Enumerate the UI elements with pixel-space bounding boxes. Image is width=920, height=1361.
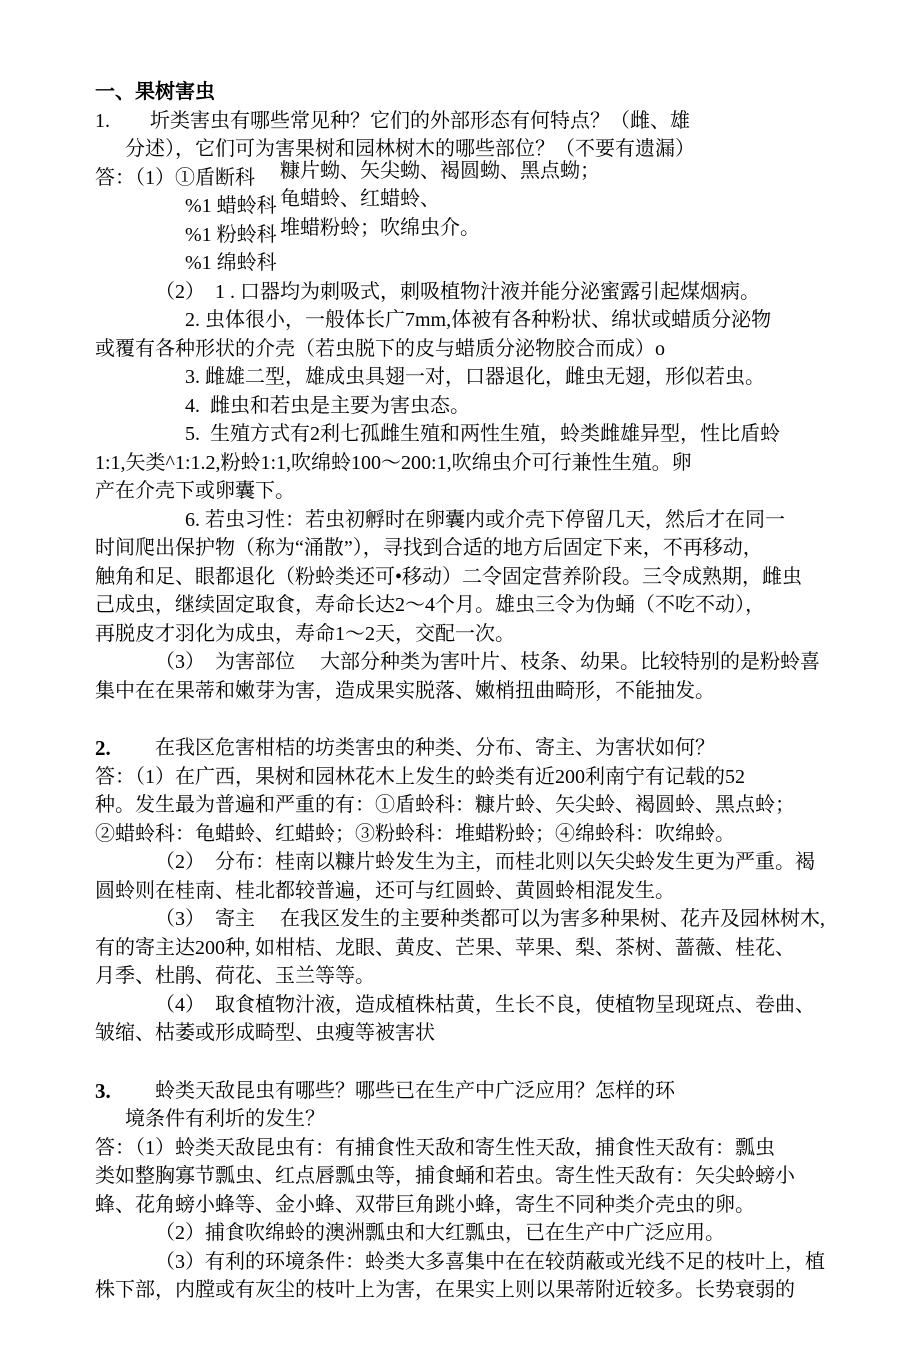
text-segment: 1.	[95, 109, 110, 132]
text-segment: 皱缩、枯萎或形成畸型、虫瘦等被害状	[95, 1022, 435, 1044]
text-line	[95, 962, 865, 991]
text-line	[95, 1162, 865, 1191]
text-segment: 5. 生殖方式有2利七孤雌生殖和两性生殖，蛉类雌雄异型，性比盾蛉	[185, 423, 780, 445]
text-segment: 圆蛉则在桂南、桂北都较普遍，还可与红圆蛉、黄圆蛉相混发生。	[95, 879, 675, 902]
text-line	[95, 877, 865, 906]
text-segment: 龟蜡蛉、红蜡蛉、	[280, 188, 440, 210]
text-segment: 蜂、花角螃小蜂等、金小蜂、双带巨角跳小蜂，寄生不同种类介壳虫的卵。	[95, 1193, 755, 1216]
text-line	[95, 563, 865, 592]
text-line	[95, 620, 865, 649]
text-line	[95, 648, 865, 677]
text-segment: 为害部位	[215, 651, 295, 673]
text-line	[95, 449, 865, 478]
text-segment: 取食植物汁液，造成植株枯黄，生长不良，使植物呈现斑点、卷曲、	[215, 993, 815, 1016]
text-segment: 再脱皮才羽化为成虫，寿命1〜2天，交配一次。	[95, 622, 515, 645]
text-line	[95, 306, 865, 335]
text-segment: 堆蜡粉蛉；吹绵虫介。	[280, 216, 480, 239]
text-line	[95, 763, 865, 792]
text-line	[95, 1191, 865, 1220]
text-line	[95, 734, 865, 763]
text-line	[95, 506, 865, 535]
text-segment: 大部分种类为害叶片、枝条、幼果。比较特别的是粉蛉喜	[320, 651, 820, 673]
text-line	[95, 1077, 865, 1106]
text-segment: 答：（1）①盾断科	[95, 166, 255, 189]
text-line	[95, 1134, 865, 1163]
text-line	[95, 477, 865, 506]
text-segment: %1 粉蛉科	[185, 223, 277, 246]
text-segment: 糠片蚴、矢尖蚴、褐圆蚴、黑点蚴；	[280, 159, 600, 182]
document-content	[95, 78, 865, 1305]
text-segment: （2）	[155, 851, 205, 873]
text-line	[95, 216, 865, 250]
text-segment: 分布：桂南以糠片蛉发生为主，而桂北则以矢尖蛉发生更为严重。褐	[215, 851, 815, 873]
text-line	[95, 363, 865, 392]
text-line	[95, 791, 865, 820]
text-segment: 触角和足、眼都退化（粉蛉类还可•移动）二令固定营养阶段。三令成熟期，雌虫	[95, 565, 803, 588]
text-segment: 3. 雌雄二型，雄成虫具翅一对，口器退化，雌虫无翅，形似若虫。	[185, 366, 765, 388]
text-line	[95, 905, 865, 934]
text-segment: 3.	[95, 1078, 111, 1103]
text-segment: 种。发生最为普遍和严重的有：①盾蛉科：糠片蛉、矢尖蛉、褐圆蛉、黑点蛉；	[95, 794, 795, 816]
text-line	[95, 107, 865, 136]
document-title: 一、果树害虫	[95, 81, 215, 103]
text-segment: 己成虫，继续固定取食，寿命长达2〜4个月。雄虫三令为伪蛹（不吃不动），	[95, 594, 765, 616]
text-segment: 寄主	[215, 908, 255, 930]
text-segment: （3）	[155, 651, 205, 673]
text-line	[95, 820, 865, 849]
text-segment: 答：（1）在广西，果树和园林花木上发生的蛉类有近200利南宁有记载的52	[95, 765, 745, 788]
text-segment: 有的寄主达200种, 如柑桔、龙眼、黄皮、芒果、苹果、梨、茶树、蔷薇、桂花、	[95, 936, 795, 959]
text-segment: %1 蜡蛉科	[185, 195, 277, 217]
text-segment: 1 . 口器均为刺吸式，刺吸植物汁液并能分泌蜜露引起煤烟病。	[215, 280, 760, 303]
text-segment: 境条件有利圻的发生？	[125, 1108, 325, 1130]
text-segment: （2）捕食吹绵蛉的澳洲瓢虫和大红瓢虫，已在生产中广泛应用。	[155, 1222, 725, 1244]
text-line	[95, 335, 865, 364]
text-segment: （3）有利的环境条件：蛉类大多喜集中在在较荫蔽或光线不足的枝叶上，植	[155, 1250, 825, 1273]
text-line	[95, 934, 865, 963]
text-segment: 在我区危害柑桔的坊类害虫的种类、分布、寄主、为害状如何？	[155, 737, 715, 759]
text-segment: 圻类害虫有哪些常见种？它们的外部形态有何特点？（雌、雄	[150, 109, 690, 132]
text-line	[95, 159, 865, 193]
text-line	[95, 278, 865, 307]
text-segment: 蛉类天敌昆虫有哪些？哪些已在生产中广泛应用？怎样的环	[155, 1079, 675, 1102]
text-segment: 2. 虫体很小，一般体长广7mm,体被有各种粉状、绵状或蜡质分泌物	[185, 309, 772, 331]
text-segment: 分述），它们可为害果树和园林树木的哪些部位？（不要有遗漏）	[125, 138, 695, 160]
text-line	[95, 188, 865, 221]
text-segment: 株下部，内膛或有灰尘的枝叶上为害，在果实上则以果蒂附近较多。长势衰弱的	[95, 1279, 795, 1301]
text-segment: 或覆有各种形状的介壳（若虫脱下的皮与蜡质分泌物胶合而成）o	[95, 337, 665, 360]
text-line	[95, 1276, 865, 1305]
text-segment: 集中在在果蒂和嫩芽为害，造成果实脱落、嫩梢扭曲畸形，不能抽发。	[95, 679, 715, 702]
text-segment: 1:1,矢类^1:1.2,粉蛉1:1,吹绵蛉100〜200:1,吹绵虫介可行兼性生殖。卵	[95, 451, 692, 474]
text-segment: 时间爬出保护物（称为“涌散”），寻找到合适的地方后固定下来，不再移动，	[95, 537, 763, 559]
text-line	[95, 1219, 865, 1248]
text-line	[95, 591, 865, 620]
text-line	[95, 1105, 865, 1134]
text-segment: ②蜡蛉科：龟蜡蛉、红蜡蛉；③粉蛉科：堆蜡粉蛉；④绵蛉科：吹绵蛉。	[95, 822, 735, 845]
text-segment: （4）	[155, 993, 205, 1016]
text-segment: 类如整胸寡节瓢虫、红点唇瓢虫等，捕食蛹和若虫。寄生性天敌有：矢尖蛉螃小	[95, 1165, 795, 1187]
text-segment: 答：（1）蛉类天敌昆虫有：有捕食性天敌和寄生性天敌，捕食性天敌有：瓢虫	[95, 1136, 775, 1159]
text-line	[95, 534, 865, 563]
text-line	[95, 1248, 865, 1277]
text-line	[95, 420, 865, 449]
text-segment: （3）	[155, 908, 205, 930]
text-line	[95, 677, 865, 706]
text-segment: 在我区发生的主要种类都可以为害多种果树、花卉及园林树木,	[280, 908, 825, 930]
text-line	[95, 392, 865, 421]
text-segment: 4. 雌虫和若虫是主要为害虫态。	[185, 394, 470, 417]
text-segment: 月季、杜鹃、荷花、玉兰等等。	[95, 965, 375, 987]
text-line	[95, 991, 865, 1020]
text-segment: 6. 若虫习性：若虫初孵时在卵囊内或介壳下停留几天，然后才在同一	[185, 508, 785, 531]
text-segment: 产在介壳下或卵囊下。	[95, 480, 295, 502]
text-line	[95, 1019, 865, 1048]
text-segment: %1 绵蛉科	[185, 252, 277, 274]
text-line	[95, 848, 865, 877]
text-segment: 2.	[95, 736, 111, 760]
text-line	[95, 249, 865, 278]
text-segment: （2）	[155, 280, 205, 303]
